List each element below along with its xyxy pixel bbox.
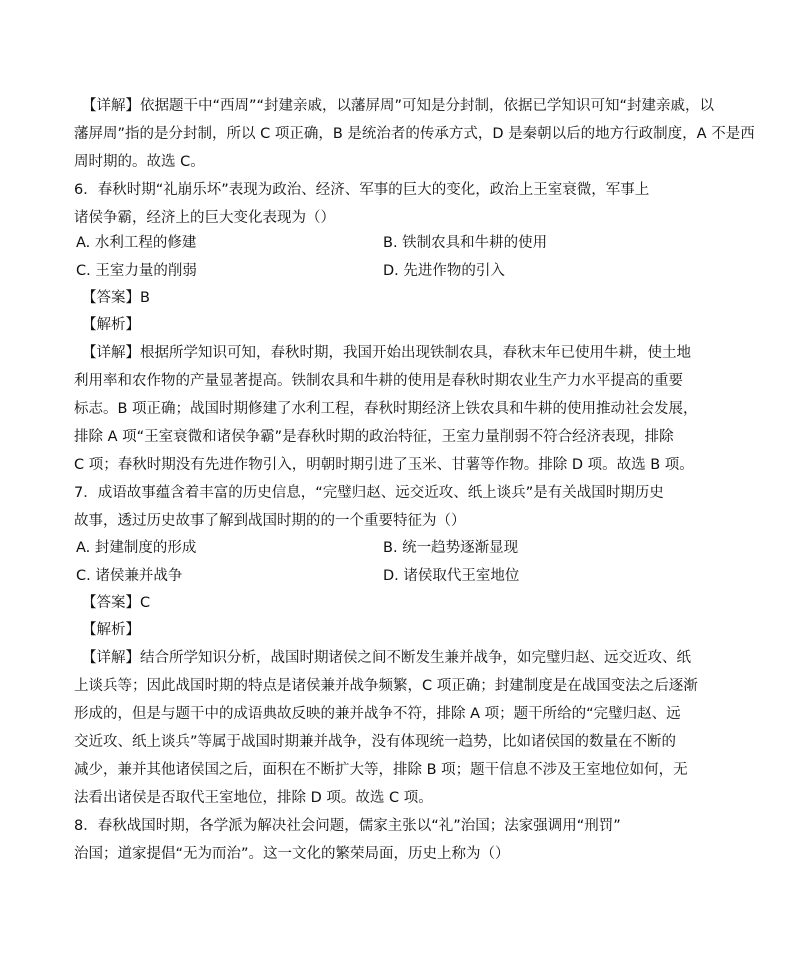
q6-option-b: B. 铁制农具和牛耕的使用 bbox=[383, 235, 548, 251]
q5-detail-line-2: 藩屏周”指的是分封制，所以 C 项正确，B 是统治者的传承方式，D 是秦朝以后的地方行政制度，A 不是西 bbox=[74, 126, 755, 142]
q7-answer: 【答案】C bbox=[82, 595, 151, 611]
q7-detail-line-4: 交近攻、纸上谈兵”等属于战国时期兼并战争，没有体现统一趋势，比如诸侯国的数量在不断的 bbox=[74, 734, 677, 750]
q6-analysis-label: 【解析】 bbox=[82, 317, 140, 333]
q7-stem-line-1: 7．成语故事蕴含着丰富的历史信息，“完璧归赵、远交近攻、纸上谈兵”是有关战国时期历史 bbox=[74, 485, 664, 501]
q6-detail-line-4: 排除 A 项“王室衰微和诸侯争霸”是春秋时期的政治特征，王室力量削弱不符合经济表现，排除 bbox=[74, 429, 674, 445]
q6-stem-line-1: 6．春秋时期“礼崩乐坏”表现为政治、经济、军事的巨大的变化，政治上王室衰微，军事上 bbox=[74, 182, 650, 198]
q8-stem-line-2: 治国；道家提倡“无为而治”。这一文化的繁荣局面，历史上称为（） bbox=[74, 846, 510, 862]
q6-stem-line-2: 诸侯争霸，经济上的巨大变化表现为（） bbox=[74, 210, 335, 226]
q6-option-c: C. 王室力量的削弱 bbox=[76, 263, 197, 279]
q7-option-a: A. 封建制度的形成 bbox=[76, 540, 197, 556]
q6-detail-line-2: 利用率和农作物的产量显著提高。铁制农具和牛耕的使用是春秋时期农业生产力水平提高的重要 bbox=[74, 373, 683, 389]
q7-detail-line-1: 【详解】结合所学知识分析，战国时期诸侯之间不断发生兼并战争，如完璧归赵、远交近攻、纸 bbox=[82, 650, 691, 666]
q6-answer: 【答案】B bbox=[82, 290, 150, 306]
q7-stem-line-2: 故事，透过历史故事了解到战国时期的的一个重要特征为（） bbox=[74, 513, 466, 529]
q6-detail-line-3: 标志。B 项正确；战国时期修建了水利工程，春秋时期经济上铁农具和牛耕的使用推动社会发展， bbox=[74, 401, 698, 417]
q7-analysis-label: 【解析】 bbox=[82, 622, 140, 638]
q7-detail-line-6: 法看出诸侯是否取代王室地位，排除 D 项。故选 C 项。 bbox=[74, 790, 433, 806]
q7-option-b: B. 统一趋势逐渐显现 bbox=[383, 540, 519, 556]
q5-detail-line-3: 周时期的。故选 C。 bbox=[74, 154, 205, 170]
q6-option-d: D. 先进作物的引入 bbox=[383, 263, 505, 279]
q7-detail-line-5: 减少，兼并其他诸侯国之后，面积在不断扩大等，排除 B 项；题干信息不涉及王室地位如何，无 bbox=[74, 762, 688, 778]
q8-stem-line-1: 8．春秋战国时期，各学派为解决社会问题，儒家主张以“礼”治国；法家强调用“刑罚” bbox=[74, 818, 621, 834]
q5-detail-line-1: 【详解】依据题干中“西周”“封建亲戚，以藩屏周”可知是分封制，依据已学知识可知“封建亲戚，以 bbox=[82, 98, 715, 114]
q6-detail-line-1: 【详解】根据所学知识可知，春秋时期，我国开始出现铁制农具，春秋末年已使用牛耕，使土地 bbox=[82, 345, 691, 361]
q6-detail-line-5: C 项；春秋时期没有先进作物引入，明朝时期引进了玉米、甘薯等作物。排除 D 项。故选 B 项。 bbox=[74, 457, 694, 473]
q7-option-d: D. 诸侯取代王室地位 bbox=[383, 568, 520, 584]
q7-detail-line-3: 形成的，但是与题干中的成语典故反映的兼并战争不符，排除 A 项；题干所给的“完璧归赵、远 bbox=[74, 706, 681, 722]
q7-option-c: C. 诸侯兼并战争 bbox=[76, 568, 183, 584]
q6-option-a: A. 水利工程的修建 bbox=[76, 235, 197, 251]
q7-detail-line-2: 上谈兵等；因此战国时期的特点是诸侯兼并战争频繁，C 项正确；封建制度是在战国变法之后逐渐 bbox=[74, 678, 698, 694]
